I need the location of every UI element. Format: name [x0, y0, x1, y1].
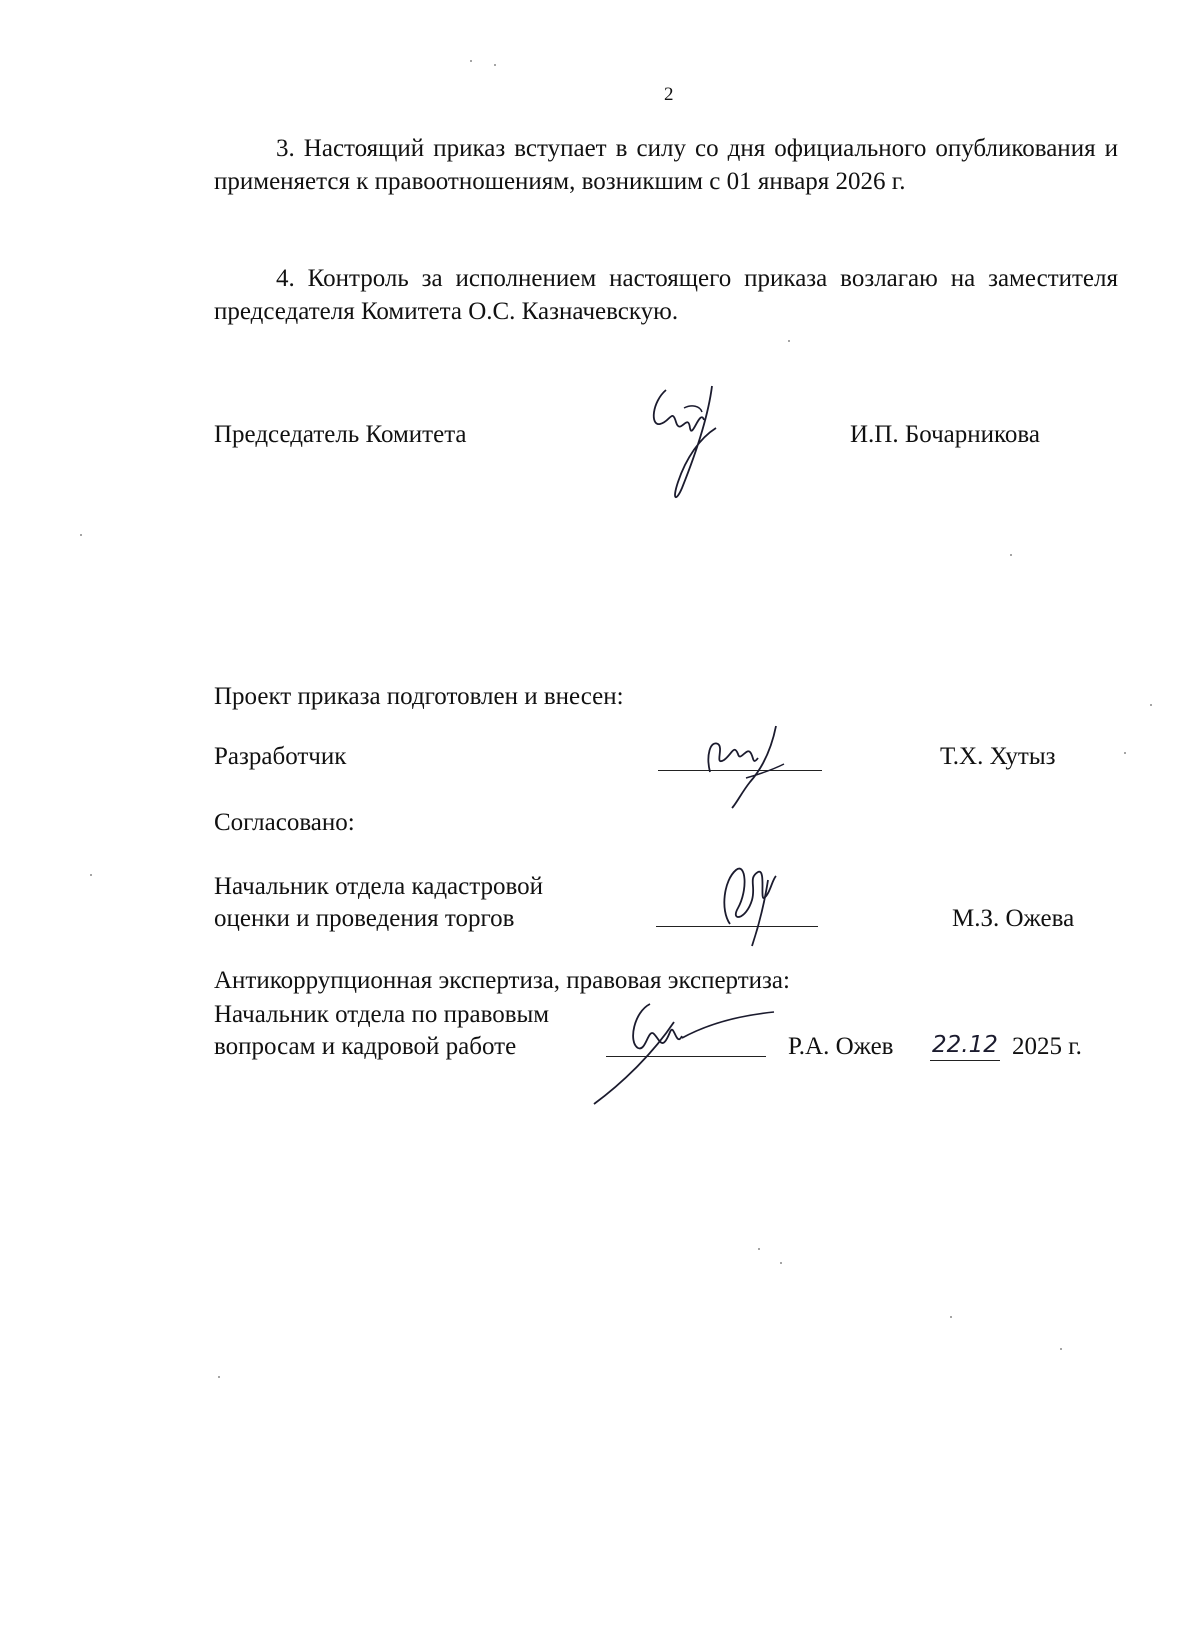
cadastral-signature [690, 850, 800, 950]
head-cadastral-line2: оценки и проведения торгов [214, 905, 515, 932]
scan-speck [80, 534, 82, 536]
scan-speck [1010, 554, 1012, 556]
paragraph-3: 3. Настоящий приказ вступает в силу со дня официального опубликования и применяется к правоотношениям, возникшим с 01 января 2026 г. [214, 135, 1118, 195]
head-legal-line1: Начальник отдела по правовым [214, 1001, 550, 1028]
chairman-signature [630, 378, 740, 508]
paragraph-4: 4. Контроль за исполнением настоящего приказа возлагаю на заместителя председателя Комитета О.С. Казначевскую. [214, 265, 1118, 325]
scan-speck [494, 64, 496, 66]
head-cadastral-line1: Начальник отдела кадастровой [214, 873, 543, 900]
scan-speck [90, 874, 92, 876]
page-number: 2 [664, 84, 674, 105]
head-cadastral-name: М.З. Ожева [952, 905, 1075, 932]
date-suffix: 2025 г. [1012, 1033, 1082, 1060]
chairman-name: И.П. Бочарникова [850, 421, 1040, 448]
scan-speck [470, 60, 472, 62]
developer-name: Т.Х. Хутыз [940, 743, 1056, 770]
scan-speck [758, 1248, 760, 1250]
project-heading: Проект приказа подготовлен и внесен: [214, 683, 624, 710]
scan-speck [1060, 1348, 1062, 1350]
legal-signature [584, 992, 784, 1112]
scan-speck [950, 1316, 952, 1318]
agreed-label: Согласовано: [214, 809, 355, 836]
scan-speck [218, 1376, 220, 1378]
head-legal-name: Р.А. Ожев [788, 1033, 894, 1060]
scan-speck [780, 1262, 782, 1264]
head-legal-line2: вопросам и кадровой работе [214, 1033, 517, 1060]
expertise-heading: Антикоррупционная экспертиза, правовая экспертиза: [214, 967, 790, 994]
scan-speck [788, 340, 790, 342]
chairman-title: Председатель Комитета [214, 421, 467, 448]
scan-speck [1150, 704, 1152, 706]
scan-speck [1124, 752, 1126, 754]
date-handwritten: 22.12 [930, 1030, 1000, 1061]
developer-role: Разработчик [214, 743, 347, 770]
developer-signature [680, 720, 810, 810]
